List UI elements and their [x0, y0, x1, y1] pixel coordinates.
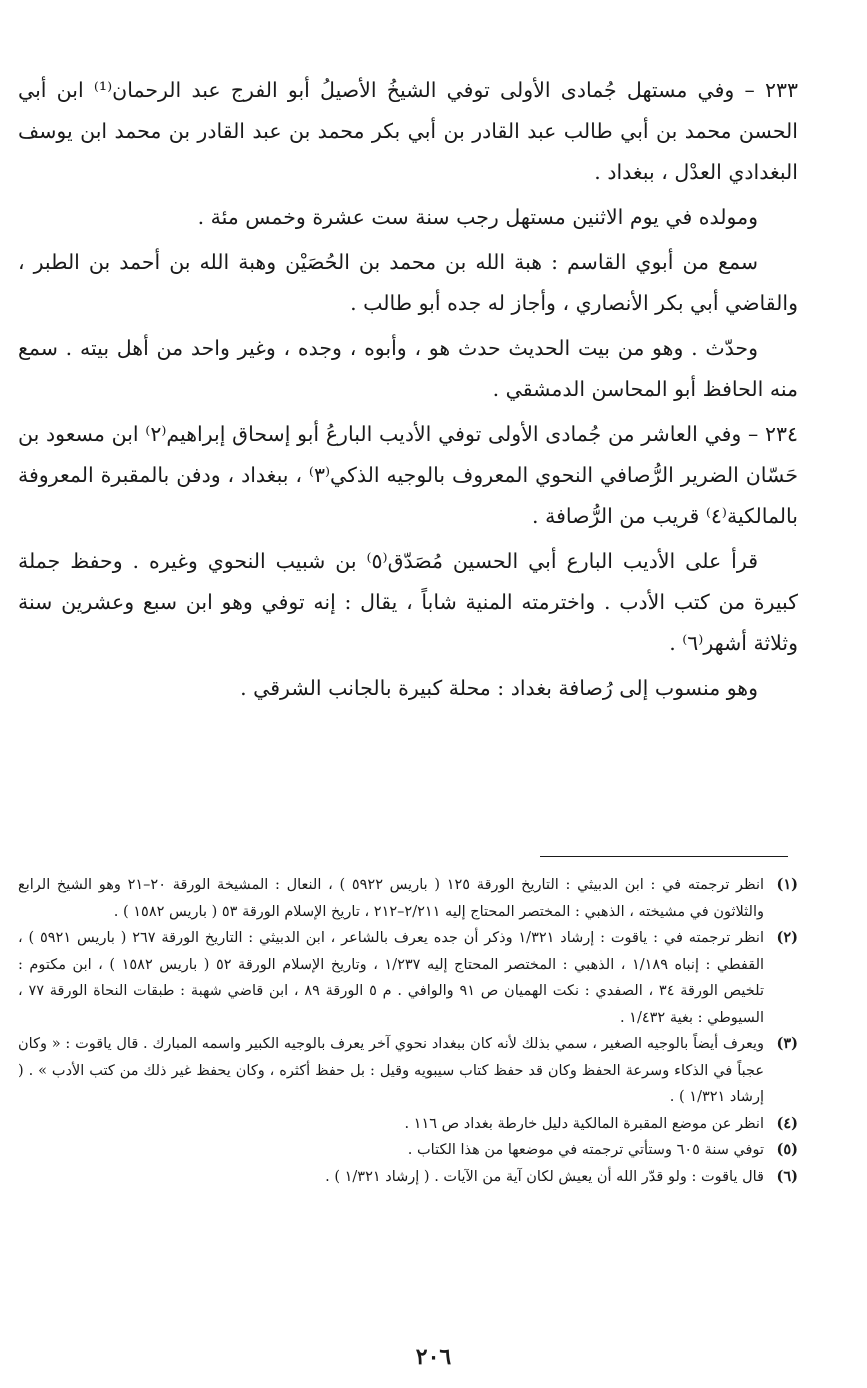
entry-233-heading: ٢٣٣ – وفي مستهل جُمادى الأولى توفي الشيخُ الأصيلُ أبو الفرج عبد الرحمان⁽¹⁾ ابن أبي الحسن محمد بن أبي طالب عبد القادر بن أبي بكر محمد بن عبد القادر بن محمد ابن يوسف البغدادي العدْل ، ببغداد . — [18, 78, 799, 184]
footnote-number: (٢) — [776, 929, 798, 946]
main-text — [18, 70, 798, 713]
footnote-separator — [540, 856, 788, 857]
narration-paragraph: وحدّث . وهو من بيت الحديث حدث هو ، وأبوه ، وجده ، وغير واحد من أهل بيته . سمع منه الحافظ أبو المحاسن الدمشقي . — [18, 336, 798, 401]
entry-234-heading: ٢٣٤ – وفي العاشر من جُمادى الأولى توفي الأديب البارعُ أبو إسحاق إبراهيم⁽٢⁾ ابن مسعود بن حَسّان الضرير الرُّصافي النحوي المعروف بالوجيه الذكي⁽٣⁾ ، ببغداد ، ودفن بالمقبرة المعروفة بالمالكية⁽٤⁾ قريب من الرُّصافة . — [18, 422, 799, 528]
teachers-paragraph: سمع من أبوي القاسم : هبة الله بن محمد بن الحُصَيْن وهبة الله بن أحمد بن الطبر ، والقاضي أبي بكر الأنصاري ، وأجاز له جده أبو طالب . — [18, 250, 798, 315]
footnote-number: (٥) — [776, 1141, 798, 1158]
footnote-text: انظر ترجمته في : ياقوت : إرشاد ١/٣٢١ وذكر أن جده يعرف بالشاعر ، ابن الدبيثي : التاريخ الورقة ٢٦٧ ( باريس ٥٩٢١ ) ، القفطي : إنباه ١/١٨٩ ، الذهبي : المختصر المحتاج إليه ١/٢٣٧ ، وتاريخ الإسلام الورقة ٥٢ ( باريس ١٥٨٢ ) ، ابن مكتوم : تلخيص الورقة ٣٤ ، الصفدي : نكت الهميان ص ٩١ والوافي . م ٥ الورقة ٨٩ ، ابن قاضي شهبة : طبقات النحاة الورقة ٧٧ ، السيوطي : بغية ١/٤٣٢ . — [18, 930, 765, 1026]
footnote-text: انظر ترجمته في : ابن الدبيثي : التاريخ الورقة ١٢٥ ( باريس ٥٩٢٢ ) ، النعال : المشيخة الورقة ٢٠–٢١ وهو الشيخ الرابع والثلاثون في مشيخته ، الذهبي : المختصر المحتاج إليه ٢/٢١١–٢١٢ ، تاريخ الإسلام الورقة ٥٣ ( باريس ١٥٨٢ ) . — [18, 877, 765, 920]
footnote — [18, 1031, 798, 1111]
nisba-paragraph: وهو منسوب إلى رُصافة بغداد : محلة كبيرة بالجانب الشرقي . — [240, 676, 758, 700]
page-number: ٢٠٦ — [415, 1344, 452, 1370]
footnote-text: ويعرف أيضاً بالوجيه الصغير ، سمي بذلك لأنه كان ببغداد نحوي آخر يعرف بالوجيه الكبير واسمه المبارك . قال ياقوت : « وكان عجباً في الذكاء وسرعة الحفظ وكان قد حفظ كتاب سيبويه وقيل : بل حفظ أكثره ، وكان يحفظ غير ذلك من كتب الأدب » . ( إرشاد ١/٣٢١ ) . — [18, 1036, 764, 1105]
birth-paragraph: ومولده في يوم الاثنين مستهل رجب سنة ست عشرة وخمس مئة . — [197, 205, 758, 229]
footnote — [18, 925, 798, 1031]
footnote-text: قال ياقوت : ولو قدّر الله أن يعيش لكان آية من الآيات . ( إرشاد ١/٣٢١ ) . — [325, 1168, 764, 1185]
footnote-text: انظر عن موضع المقبرة المالكية دليل خارطة بغداد ص ١١٦ . — [404, 1115, 764, 1132]
footnote — [18, 872, 798, 925]
footnote-number: (٣) — [776, 1035, 798, 1052]
footnote-number: (٤) — [776, 1114, 798, 1132]
footnote — [18, 1164, 798, 1191]
footnote-number: (٦) — [776, 1167, 798, 1185]
footnotes — [18, 872, 798, 1190]
footnote — [18, 1111, 798, 1138]
study-paragraph: قرأ على الأديب البارع أبي الحسين مُصَدّق⁽٥⁾ بن شبيب النحوي وغيره . وحفظ جملة كبيرة من كتب الأدب . واخترمته المنية شاباً ، يقال : إنه توفي وهو ابن سبع وعشرين سنة وثلاثة أشهر⁽٦⁾ . — [18, 549, 798, 655]
footnote-text: توفي سنة ٦٠٥ وستأتي ترجمته في موضعها من هذا الكتاب . — [407, 1142, 764, 1158]
footnote-number: (١) — [776, 876, 798, 893]
footnote — [18, 1137, 798, 1164]
